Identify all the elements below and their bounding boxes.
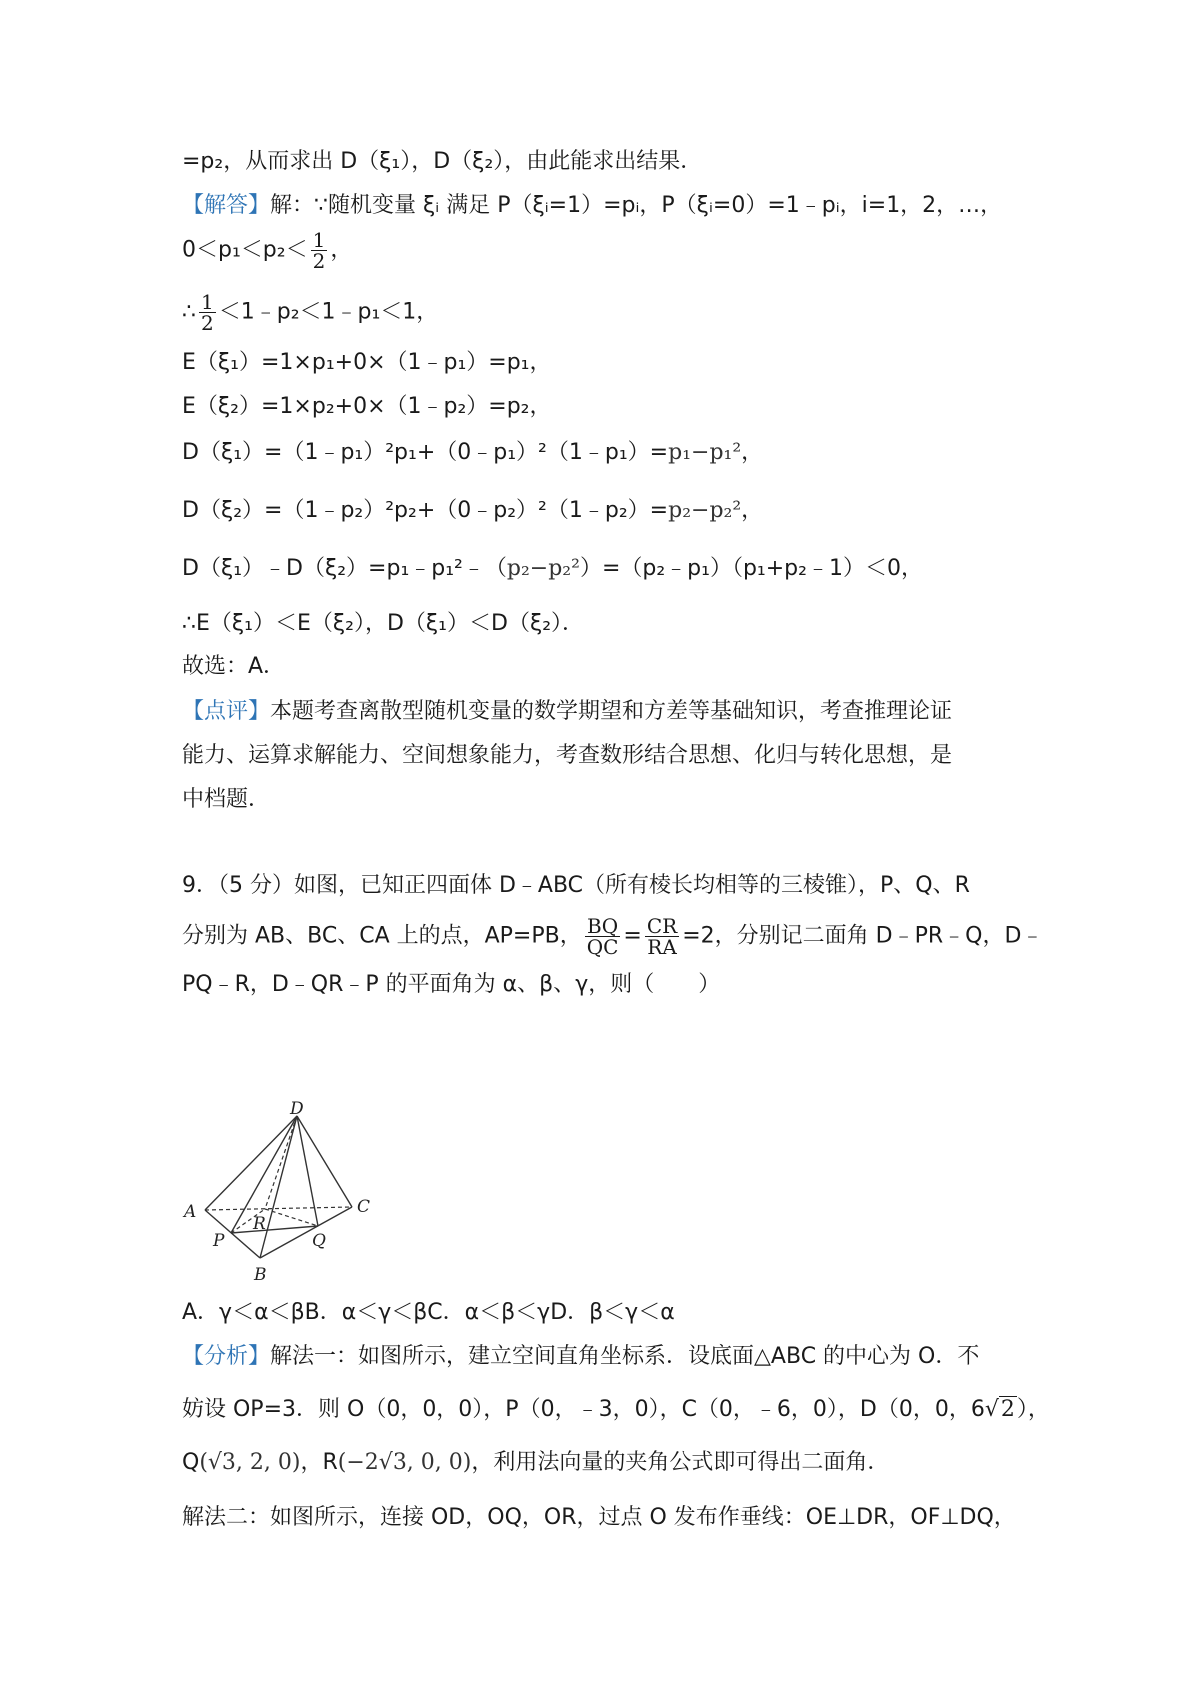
question-text: =2，分别记二面角 D﹣PR﹣Q，D﹣ [682, 923, 1044, 949]
question-9-line-1: 9．（5 分）如图，已知正四面体 D﹣ABC（所有棱长均相等的三棱锥），P、Q、R [182, 873, 970, 898]
label-d: D [290, 1100, 304, 1119]
expectation-line-2: E（ξ₂）=1×p₂+0×（1﹣p₂）=p₂， [182, 394, 552, 419]
label-b: B [254, 1265, 267, 1285]
therefore-line [182, 292, 438, 333]
therefore-symbol: ∴ [182, 299, 196, 325]
equals-sign: = [623, 923, 642, 949]
text-line: =p₂，从而求出 D（ξ₁），D（ξ₂），由此能求出结果． [182, 149, 703, 174]
fraction-half [311, 230, 328, 271]
comment-line-2: 能力、运算求解能力、空间想象能力，考查数形结合思想、化归与转化思想，是 [182, 743, 953, 768]
fraction-cr-ra [645, 916, 679, 957]
comment-line-3: 中档题． [182, 787, 271, 812]
variance-expression: p₁−p₁² [668, 440, 742, 465]
fraction-bq-qc [585, 916, 621, 957]
difference-expression: p₂−p₂² [506, 556, 580, 581]
fraction-denominator: RA [647, 935, 677, 959]
fraction-denominator: 2 [312, 249, 326, 273]
comment-line [182, 697, 952, 727]
comment-text: 本题考查离散型随机变量的数学期望和方差等基础知识，考查推理论证 [270, 699, 953, 724]
question-9-line-2 [182, 916, 1043, 957]
comment-tag: 【点评】 [182, 699, 271, 724]
label-r: R [253, 1214, 266, 1234]
punctuation: ， [741, 440, 764, 465]
point-q-label: Q [182, 1450, 200, 1475]
analysis-text: ，利用法向量的夹角公式即可得出二面角． [471, 1450, 890, 1475]
variance-difference-line [182, 554, 923, 584]
analysis-text: ）， [1016, 1397, 1050, 1422]
variance-line-2 [182, 496, 763, 526]
answer-tag: 【解答】 [182, 193, 271, 218]
label-a: A [184, 1202, 197, 1222]
inequality-text: 0＜p₁＜p₂＜ [182, 237, 308, 263]
analysis-text: 解法一：如图所示，建立空间直角坐标系．设底面△ABC 的中心为 O．不 [270, 1344, 980, 1369]
variance-text: D（ξ₁）=（1﹣p₁）²p₁+（0﹣p₁）²（1﹣p₁）= [182, 440, 669, 465]
sqrt-expression: √2 [984, 1397, 1015, 1422]
punctuation: ， [741, 498, 764, 523]
question-text: 分别为 AB、BC、CA 上的点，AP=PB， [182, 923, 582, 949]
choice-line: 故选：A． [182, 654, 286, 679]
fraction-denominator: 2 [201, 311, 214, 335]
fraction-numerator: 1 [312, 228, 326, 252]
inequality-text: ＜1﹣p₂＜1﹣p₁＜1， [218, 299, 439, 325]
radicand: 2 [1000, 1397, 1015, 1422]
analysis-line-2 [182, 1395, 1050, 1425]
tetrahedron-figure [180, 1100, 410, 1285]
variance-text: D（ξ₂）=（1﹣p₂）²p₂+（0﹣p₂）²（1﹣p₂）= [182, 498, 669, 523]
label-q: Q [312, 1231, 326, 1251]
fraction-numerator: CR [646, 914, 678, 938]
analysis-text: 妨设 OP=3．则 O（0，0，0），P（0，﹣3，0），C（0，﹣6，0），D（0，0，6 [182, 1397, 985, 1422]
point-r-label: ，R [300, 1450, 338, 1475]
expectation-line-1: E（ξ₁）=1×p₁+0×（1﹣p₁）=p₁， [182, 350, 552, 375]
analysis-line-3 [182, 1448, 889, 1478]
difference-result: ）=（p₂﹣p₁）（p₁+p₂﹣1）＜0， [579, 556, 923, 581]
variance-line-1 [182, 438, 763, 468]
analysis-line-4: 解法二：如图所示，连接 OD，OQ，OR，过点 O 发布作垂线：OE⊥DR，OF⊥DQ， [182, 1505, 1016, 1530]
analysis-tag: 【分析】 [182, 1344, 271, 1369]
conclusion-line: ∴E（ξ₁）＜E（ξ₂），D（ξ₁）＜D（ξ₂）． [182, 611, 585, 636]
difference-text: D（ξ₁）﹣D（ξ₂）=p₁﹣p₁²﹣（ [182, 556, 507, 581]
fraction-numerator: 1 [201, 290, 214, 314]
variance-expression: p₂−p₂² [668, 498, 742, 523]
analysis-line [182, 1342, 979, 1372]
fraction-denominator: QC [586, 935, 619, 959]
fraction-numerator: BQ [585, 916, 621, 937]
label-c: C [357, 1197, 371, 1217]
answer-text: 解：∵随机变量 ξᵢ 满足 P（ξᵢ=1）=pᵢ，P（ξᵢ=0）=1﹣pᵢ，i=1，2，…， [270, 193, 1003, 218]
point-r-coordinates: (−2√3, 0, 0) [337, 1450, 472, 1475]
label-p: P [213, 1231, 225, 1251]
point-q-coordinates: (√3, 2, 0) [199, 1450, 301, 1475]
inequality-line: 0＜p₁＜p₂＜ $\frac{1}{2}$ ， [182, 228, 353, 273]
answer-choices: A．γ＜α＜βB．α＜γ＜βC．α＜β＜γD．β＜γ＜α [182, 1300, 675, 1325]
answer-line [182, 191, 1002, 221]
question-9-line-3: PQ﹣R，D﹣QR﹣P 的平面角为 α、β、γ，则（ ） [182, 972, 721, 997]
fraction-half [199, 292, 216, 333]
